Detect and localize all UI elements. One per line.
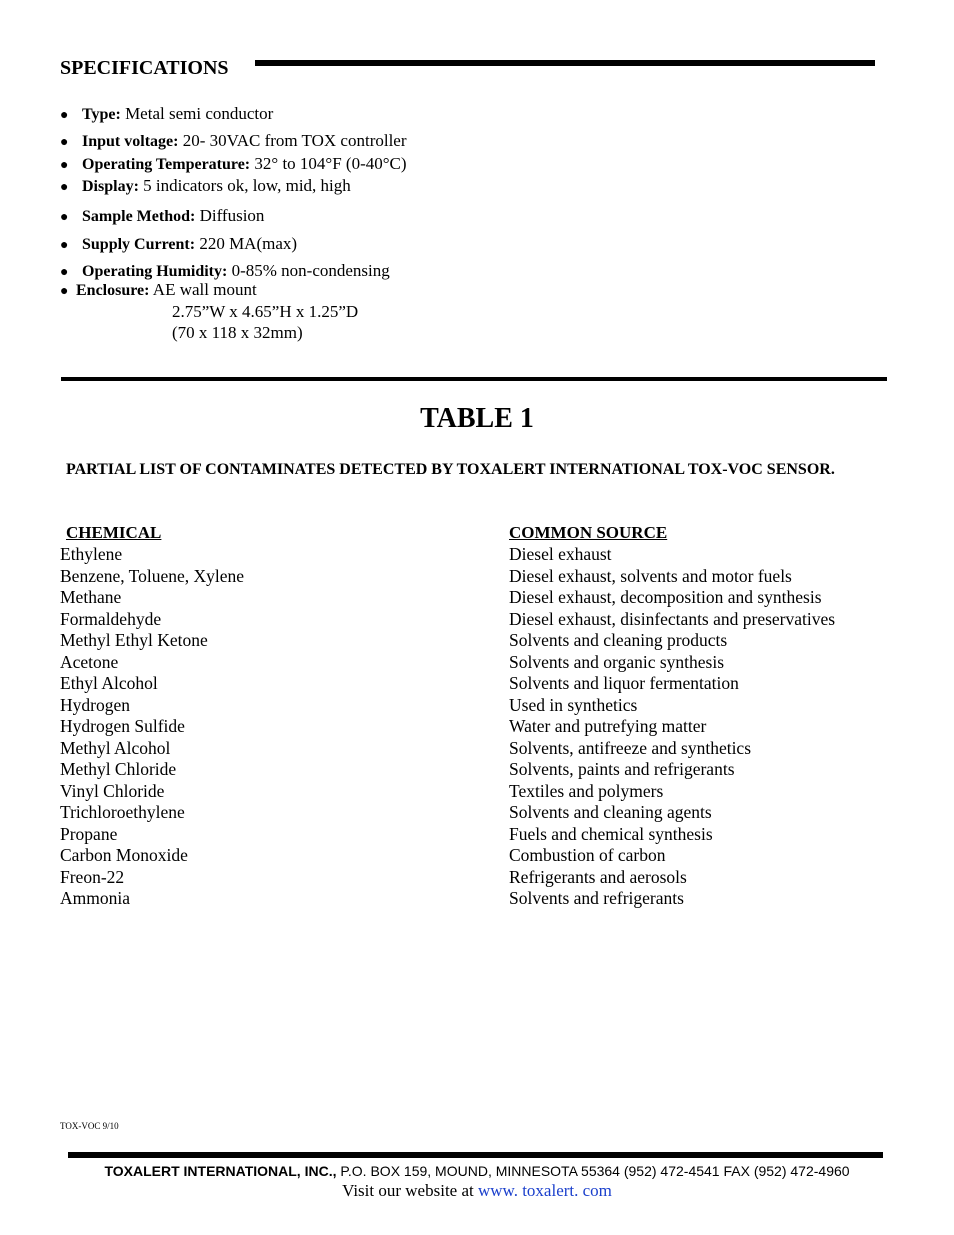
spec-item-sample-method <box>60 206 264 228</box>
spec-label: Input voltage: <box>82 133 179 150</box>
spec-value: 220 MA(max) <box>195 234 298 253</box>
footer-rule <box>68 1152 883 1158</box>
table-cell-common-source: Used in synthetics <box>509 695 638 715</box>
table-description: PARTIAL LIST OF CONTAMINATES DETECTED BY TOXALERT INTERNATIONAL TOX-VOC SENSOR. <box>66 461 835 478</box>
footer-website-line <box>0 1181 954 1201</box>
table-title: TABLE 1 <box>420 403 534 434</box>
spec-item-input-voltage <box>60 131 407 153</box>
table-cell-common-source: Solvents and refrigerants <box>509 888 684 908</box>
table-cell-chemical: Freon-22 <box>60 867 125 887</box>
table-cell-chemical: Ethyl Alcohol <box>60 673 158 693</box>
bullet-icon: ● <box>60 180 69 195</box>
table-cell-chemical: Ammonia <box>60 888 130 908</box>
table-cell-common-source: Solvents and cleaning products <box>509 630 728 650</box>
column-header-common-source: COMMON SOURCE <box>509 523 668 542</box>
bullet-icon: ● <box>60 265 69 280</box>
table-cell-common-source: Refrigerants and aerosols <box>509 867 687 887</box>
specifications-rule <box>255 60 875 66</box>
table-cell-common-source: Diesel exhaust, solvents and motor fuels <box>509 566 792 586</box>
table-cell-chemical: Hydrogen <box>60 695 130 715</box>
table-cell-common-source: Diesel exhaust <box>509 544 612 564</box>
spec-label: Type: <box>82 106 121 123</box>
table-cell-chemical: Vinyl Chloride <box>60 781 165 801</box>
enclosure-dimensions-mm: (70 x 118 x 32mm) <box>172 323 303 342</box>
table-cell-common-source: Combustion of carbon <box>509 845 666 865</box>
bullet-icon: ● <box>60 284 69 299</box>
table-cell-chemical: Propane <box>60 824 118 844</box>
spec-item-display <box>60 176 351 198</box>
bullet-icon: ● <box>60 210 69 225</box>
spec-value: 0-85% non-condensing <box>227 261 390 280</box>
footer-address <box>0 1163 954 1179</box>
spec-label: Enclosure: <box>76 282 150 299</box>
section-divider <box>61 377 887 381</box>
bullet-icon: ● <box>60 108 69 123</box>
spec-label: Display: <box>82 178 139 195</box>
table-cell-common-source: Textiles and polymers <box>509 781 664 801</box>
website-link[interactable]: www. toxalert. com <box>477 1181 612 1200</box>
company-name: TOXALERT INTERNATIONAL, INC., <box>104 1163 337 1179</box>
table-cell-common-source: Diesel exhaust, decomposition and synthesis <box>509 587 822 607</box>
table-cell-chemical: Ethylene <box>60 544 123 564</box>
spec-item-type <box>60 104 273 126</box>
table-cell-common-source: Water and putrefying matter <box>509 716 707 736</box>
spec-label: Operating Temperature: <box>82 156 251 173</box>
bullet-icon: ● <box>60 158 69 173</box>
table-cell-chemical: Methane <box>60 587 122 607</box>
company-address: P.O. BOX 159, MOUND, MINNESOTA 55364 (952) 472-4541 FAX (952) 472-4960 <box>336 1163 850 1179</box>
enclosure-dimensions-inches: 2.75”W x 4.65”H x 1.25”D <box>172 302 359 321</box>
spec-value: 20- 30VAC from TOX controller <box>178 131 407 150</box>
table-cell-common-source: Solvents, antifreeze and synthetics <box>509 738 752 758</box>
table-cell-common-source: Solvents and liquor fermentation <box>509 673 739 693</box>
website-prefix: Visit our website at <box>342 1181 478 1200</box>
table-cell-chemical: Trichloroethylene <box>60 802 185 822</box>
table-cell-common-source: Solvents, paints and refrigerants <box>509 759 735 779</box>
specifications-title: SPECIFICATIONS <box>60 57 229 79</box>
bullet-icon: ● <box>60 238 69 253</box>
table-cell-common-source: Solvents and cleaning agents <box>509 802 712 822</box>
table-cell-chemical: Formaldehyde <box>60 609 162 629</box>
table-cell-common-source: Fuels and chemical synthesis <box>509 824 713 844</box>
table-cell-common-source: Solvents and organic synthesis <box>509 652 725 672</box>
spec-value: Metal semi conductor <box>120 104 274 123</box>
bullet-icon: ● <box>60 135 69 150</box>
document-code: TOX-VOC 9/10 <box>60 1121 119 1131</box>
spec-value: Diffusion <box>195 206 265 225</box>
table-cell-chemical: Acetone <box>60 652 119 672</box>
spec-value: 5 indicators ok, low, mid, high <box>138 176 351 195</box>
table-cell-chemical: Methyl Alcohol <box>60 738 171 758</box>
spec-value: AE wall mount <box>149 280 257 299</box>
table-cell-chemical: Methyl Chloride <box>60 759 177 779</box>
spec-label: Sample Method: <box>82 208 196 225</box>
table-cell-chemical: Methyl Ethyl Ketone <box>60 630 208 650</box>
table-cell-chemical: Carbon Monoxide <box>60 845 188 865</box>
spec-item-enclosure <box>60 280 257 302</box>
spec-item-supply-current <box>60 234 297 256</box>
column-header-chemical: CHEMICAL <box>66 523 162 542</box>
table-cell-common-source: Diesel exhaust, disinfectants and preservatives <box>509 609 836 629</box>
spec-value: 32° to 104°F (0-40°C) <box>250 154 407 173</box>
spec-label: Operating Humidity: <box>82 263 228 280</box>
spec-item-operating-temperature <box>60 154 407 176</box>
table-cell-chemical: Hydrogen Sulfide <box>60 716 185 736</box>
table-cell-chemical: Benzene, Toluene, Xylene <box>60 566 245 586</box>
spec-label: Supply Current: <box>82 236 196 253</box>
